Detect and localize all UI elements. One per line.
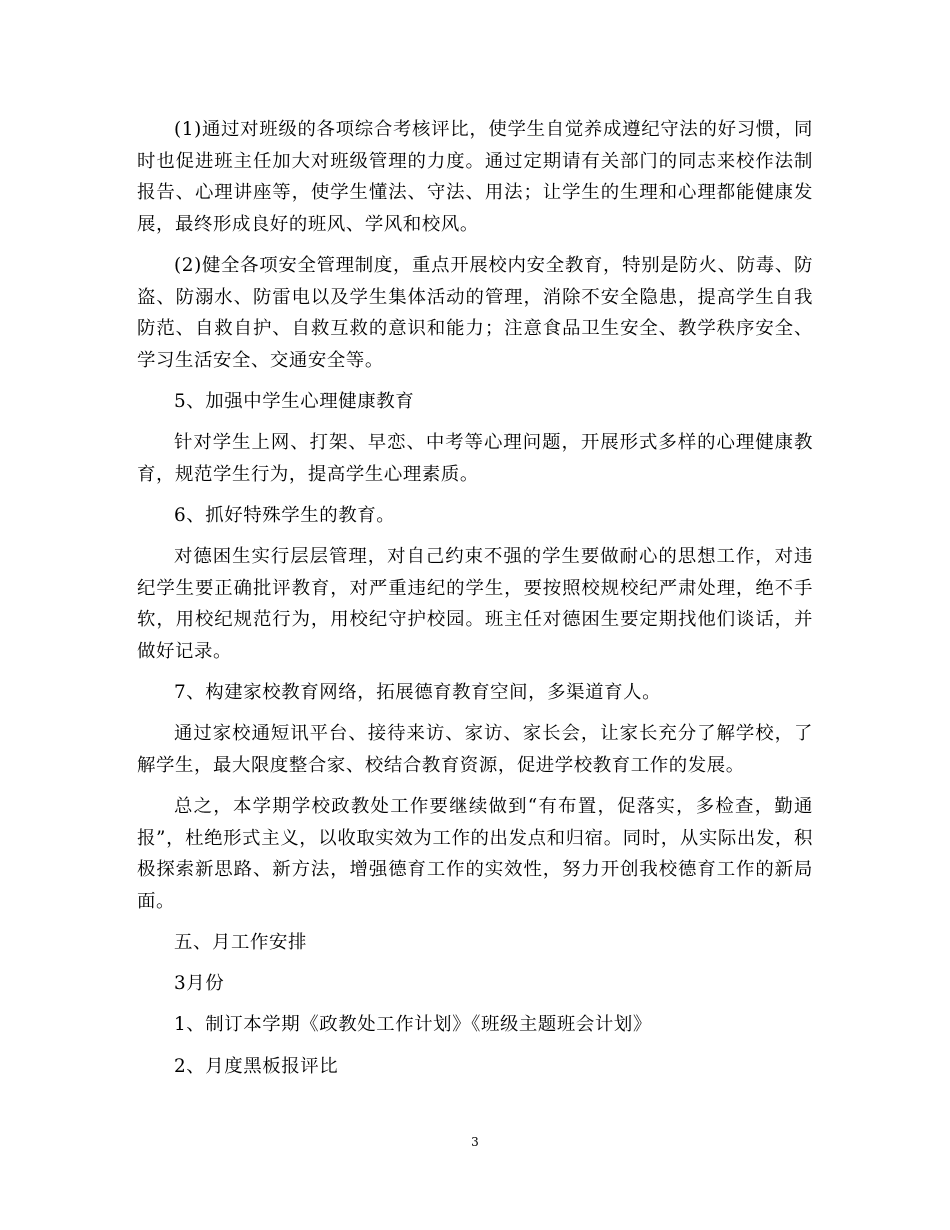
paragraph-special-students: 对德困生实行层层管理，对自己约束不强的学生要做耐心的思想工作，对违纪学生要正确批评教育，对严重违纪的学生，要按照校规校纪严肃处理，绝不手软，用校纪规范行为，用校纪守护校园。班主任对德困生要定期找他们谈话，并做好记录。 [137,546,813,662]
section-heading-monthly: 五、月工作安排 [174,932,307,953]
paragraph-safety-1: (1)通过对班级的各项综合考核评比，使学生自觉养成遵纪守法的好习惯，同时也促进班主任加大对班级管理的力度。通过定期请有关部门的同志来校作法制报告、心理讲座等，使学生懂法、守法、用法；让学生的生理和心理都能健康发展，最终形成良好的班风、学风和校风。 [137,119,813,235]
section-heading-6: 6、抓好特殊学生的教育。 [174,504,396,526]
document-body [137,114,813,1082]
paragraph-home-school: 通过家校通短讯平台、接待来访、家访、家长会，让家长充分了解学校，了解学生，最大限度整合家、校结合教育资源，促进学校教育工作的发展。 [137,723,813,776]
paragraph-summary: 总之，本学期学校政教处工作要继续做到“有布置，促落实，多检查，勤通报”，杜绝形式主义，以收取实效为工作的出发点和归宿。同时，从实际出发，积极探索新思路、新方法，增强德育工作的实效性，努力开创我校德育工作的新局面。 [137,796,813,912]
list-item-2: 2、月度黑板报评比 [174,1055,339,1077]
list-item-1: 1、制订本学期《政教处工作计划》《班级主题班会计划》 [174,1014,652,1036]
paragraph-safety-2: (2)健全各项安全管理制度，重点开展校内安全教育，特别是防火、防毒、防盗、防溺水、防雷电以及学生集体活动的管理，消除不安全隐患，提高学生自我防范、自救自护、自救互救的意识和能力；注意食品卫生安全、教学秩序安全、学习生活安全、交通安全等。 [137,254,813,371]
month-heading-march: 3月份 [174,973,225,995]
paragraph-psychology: 针对学生上网、打架、早恋、中考等心理问题，开展形式多样的心理健康教育，规范学生行为，提高学生心理素质。 [137,432,813,485]
page-number: 3 [471,1135,479,1149]
section-heading-7: 7、构建家校教育网络，拓展德育教育空间，多渠道育人。 [174,682,662,704]
section-heading-5: 5、加强中学生心理健康教育 [174,390,415,412]
